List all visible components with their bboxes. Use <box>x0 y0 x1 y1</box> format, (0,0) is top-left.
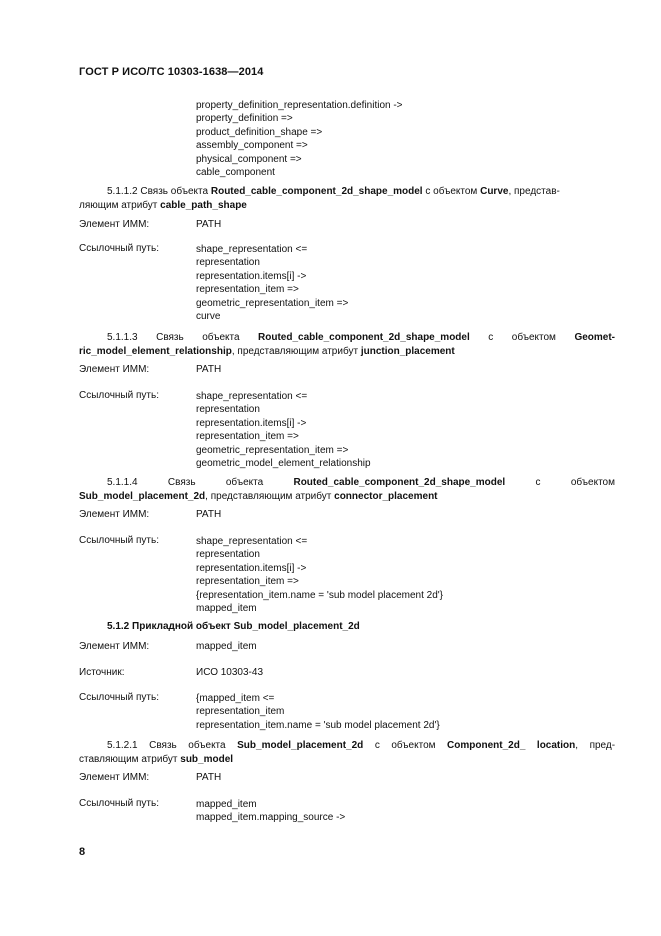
paragraph-5-1-1-3 <box>79 331 615 358</box>
element-label: Элемент ИММ: <box>79 219 150 230</box>
page-number: 8 <box>79 846 86 858</box>
paragraph-line: 5.1.1.3 Связь объекта Routed_cable_component_2d_shape_model c объектом Geomet- <box>107 332 615 343</box>
path-line: physical_component => <box>196 153 302 165</box>
paragraph-line: 5.1.1.2 Связь объекта Routed_cable_component_2d_shape_model с объектом Curve, представ- <box>107 186 560 197</box>
path-line: mapped_item.mapping_source -> <box>196 812 346 824</box>
path-line: representation <box>196 257 260 269</box>
source-value: ИСО 10303-43 <box>196 667 264 678</box>
path-line: representation_item => <box>196 431 299 443</box>
path-line: representation <box>196 404 260 416</box>
path-line: property_definition_representation.definition -> <box>196 100 403 111</box>
element-label: Элемент ИММ: <box>79 772 150 783</box>
path-line: representation.items[i] -> <box>196 562 307 574</box>
path-line: assembly_component => <box>196 140 308 152</box>
source-label: Источник: <box>79 667 125 678</box>
reference-path <box>196 798 345 825</box>
page-header: ГОСТ Р ИСО/ТС 10303-1638—2014 <box>79 66 264 78</box>
reference-path <box>196 390 371 470</box>
paragraph-5-1-2-1 <box>79 739 615 766</box>
element-label: Элемент ИММ: <box>79 364 150 375</box>
path-line: curve <box>196 311 221 323</box>
element-value: mapped_item <box>196 641 257 652</box>
reference-path-continuation <box>196 99 403 179</box>
path-line: cable_component <box>196 167 275 179</box>
path-line: geometric_representation_item => <box>196 444 349 456</box>
reference-path <box>196 243 348 323</box>
paragraph-line: ляющим атрибут cable_path_shape <box>79 199 247 211</box>
element-label: Элемент ИММ: <box>79 641 150 652</box>
path-line: {representation_item.name = 'sub model placement 2d'} <box>196 589 444 601</box>
paragraph-line: Sub_model_placement_2d, представляющим атрибут connector_placement <box>79 490 438 502</box>
element-value: PATH <box>196 509 222 520</box>
path-line: representation_item.name = 'sub model placement 2d'} <box>196 719 440 731</box>
reference-path-label: Ссылочный путь: <box>79 692 159 703</box>
path-line: representation_item => <box>196 576 299 588</box>
reference-path-label: Ссылочный путь: <box>79 243 159 254</box>
paragraph-5-1-1-4 <box>79 476 615 503</box>
path-line: geometric_representation_item => <box>196 297 349 309</box>
path-line: {mapped_item <= <box>196 693 275 704</box>
path-line: representation_item => <box>196 284 299 296</box>
path-line: representation.items[i] -> <box>196 270 307 282</box>
paragraph-line: 5.1.1.4 Связь объекта Routed_cable_component_2d_shape_model с объектом <box>107 477 615 488</box>
reference-path <box>196 692 440 732</box>
paragraph-line: ric_model_element_relationship, представляющим атрибут junction_placement <box>79 345 455 357</box>
path-line: representation_item <box>196 706 285 718</box>
path-line: shape_representation <= <box>196 391 308 402</box>
reference-path-label: Ссылочный путь: <box>79 535 159 546</box>
reference-path-label: Ссылочный путь: <box>79 798 159 809</box>
reference-path <box>196 535 443 615</box>
paragraph-line: 5.1.2.1 Связь объекта Sub_model_placement_2d с объектом Component_2d_ location, пред- <box>107 740 616 751</box>
element-label: Элемент ИММ: <box>79 509 150 520</box>
path-line: property_definition => <box>196 113 293 125</box>
path-line: shape_representation <= <box>196 536 308 547</box>
section-heading: 5.1.2 Прикладной объект Sub_model_placement_2d <box>107 621 360 632</box>
path-line: mapped_item <box>196 799 257 810</box>
paragraph-5-1-1-2 <box>79 185 615 212</box>
element-value: PATH <box>196 364 222 375</box>
reference-path-label: Ссылочный путь: <box>79 390 159 401</box>
element-value: PATH <box>196 772 222 783</box>
path-line: mapped_item <box>196 603 257 615</box>
path-line: representation.items[i] -> <box>196 417 307 429</box>
path-line: representation <box>196 549 260 561</box>
path-line: geometric_model_element_relationship <box>196 458 371 470</box>
path-line: product_definition_shape => <box>196 126 323 138</box>
paragraph-line: ставляющим атрибут sub_model <box>79 753 234 765</box>
path-line: shape_representation <= <box>196 244 308 255</box>
element-value: PATH <box>196 219 222 230</box>
